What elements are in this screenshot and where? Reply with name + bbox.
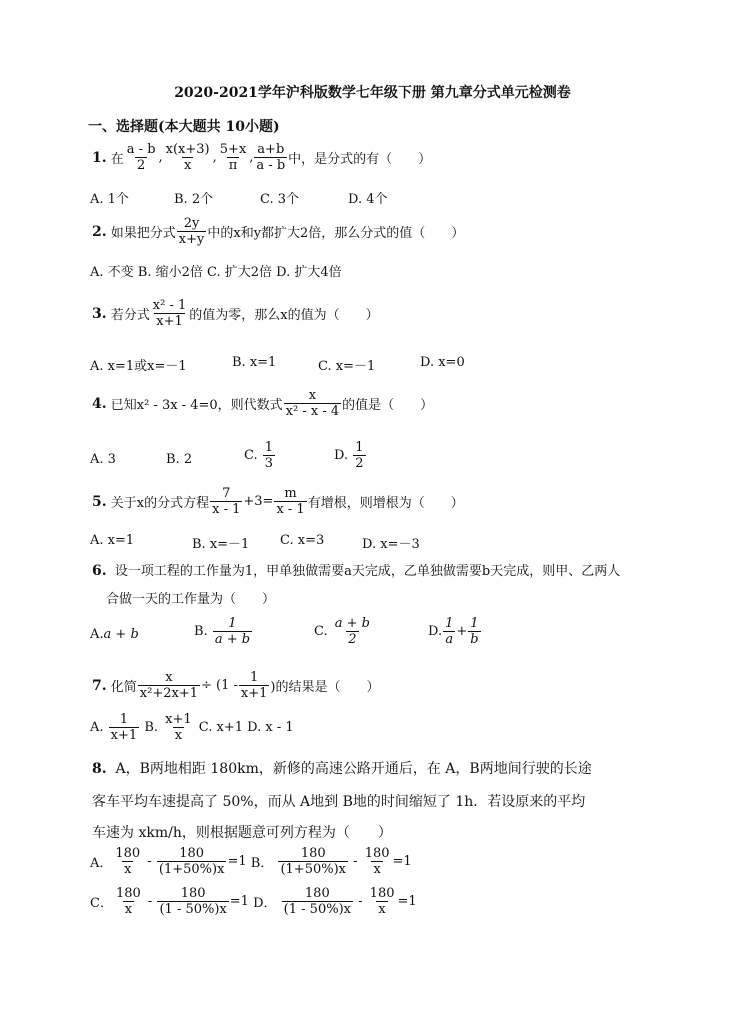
q5-option-b: B. x=－1 — [192, 537, 250, 552]
question-4 — [92, 388, 433, 419]
q4-suffix: 的值是（ ） — [342, 398, 434, 413]
q1-fraction-4: a+b a - b — [256, 142, 286, 173]
q3-option-d: D. x=0 — [420, 355, 465, 370]
q8-c-fraction-2: $\frac{180}{(1 - 50\%)x}$ — [159, 886, 227, 917]
q8-b-fraction-1: 180 (1+50%)x — [280, 846, 347, 877]
q8-option-d-label: D． — [253, 896, 277, 911]
q1-option-c: C. 3个 — [260, 192, 300, 207]
q3-option-b: B. x=1 — [232, 355, 277, 370]
q8-number: 8. — [92, 761, 107, 777]
q8-a-fraction-2: $\frac{180}{(1+50\%)x}$ — [158, 846, 225, 877]
q8-option-c-label: C． — [90, 896, 113, 911]
q8-d-fraction-2: $\frac{180}{x}$ — [369, 886, 395, 917]
q7-fraction-2: 1 x+1 — [240, 670, 268, 701]
question-7 — [92, 670, 379, 701]
question-8 — [92, 758, 592, 778]
q4-option-d: D. 1 2 — [334, 440, 364, 471]
q6-option-a: A. a + b — [90, 627, 139, 642]
q8-options-cd: C． 180 x - $\frac{180}{(1 - 50\%)x}$ =1 D． 180 (1 - 50%)x - $\frac{180}{x}$ =1 — [90, 886, 417, 917]
q4-option-c: C. 1 3 — [244, 440, 274, 471]
q7-prefix: 化简 — [110, 680, 137, 695]
q5-fraction-2: $\frac{m}{x - 1}$ — [276, 486, 305, 517]
q7-option-a-fraction: 1 x+1 — [110, 712, 138, 743]
q6-option-b-fraction: 1 a + b — [214, 616, 251, 647]
q6-option-c: C. a + b 2 — [314, 616, 370, 647]
q6-option-b: B. 1 a + b — [194, 616, 251, 647]
q7-options: A. 1 x+1 B. x+1 x C. x+1 D. x - 1 — [90, 712, 294, 743]
q6-option-d-fraction-2: $\frac{1}{b}$ — [470, 616, 479, 647]
q6-number: 6. — [92, 563, 107, 579]
q8-a-fraction-1: 180 x — [115, 846, 141, 877]
q8-d-fraction-1: 180 (1 - 50%)x — [283, 886, 351, 917]
q5-option-d: D. x=－3 — [362, 537, 420, 552]
q6-option-c-fraction: a + b 2 — [334, 616, 370, 647]
q8-line3: 车速为 xkm/h，则根据题意可列方程为（ ） — [92, 825, 392, 841]
q8-b-fraction-2: $\frac{180}{x}$ — [364, 846, 390, 877]
q5-option-a: A. x=1 — [90, 533, 135, 548]
q1-option-d: D. 4个 — [348, 192, 388, 207]
q4-number: 4. — [92, 395, 107, 412]
q3-fraction: x² - 1 x+1 — [152, 298, 187, 329]
q5-number: 5. — [92, 493, 107, 510]
q1-option-a: A. 1个 — [90, 192, 129, 207]
q7-fraction-1: $\frac{x}{\text{x²+2x+1}}$ — [139, 670, 198, 701]
q1-fraction-1: a - b 2 — [126, 142, 156, 173]
q3-prefix: 若分式 — [110, 308, 150, 323]
q8-options-ab: A． 180 x - $\frac{180}{(1+50\%)x}$ =1 B． 180 (1+50%)x - $\frac{180}{x}$ =1 — [90, 846, 412, 877]
q1-prefix: 在 — [110, 152, 124, 167]
q4-option-a: A. 3 — [90, 452, 116, 467]
q5-option-c: C. x=3 — [280, 533, 325, 548]
q5-fraction-1: 7 x - 1 — [212, 486, 241, 517]
q2-prefix: 如果把分式 — [110, 226, 176, 241]
q3-option-a: A. x=1或x=－1 — [90, 359, 187, 374]
question-2 — [92, 216, 464, 247]
q3-suffix: 的值为零，那么x的值为（ ） — [189, 308, 379, 323]
question-5 — [92, 486, 464, 517]
q1-number: 1. — [92, 149, 107, 166]
q2-fraction: 2y x+y — [178, 216, 205, 247]
q4-fraction: x x² - x - 4 — [285, 388, 340, 419]
q3-option-c: C. x=－1 — [318, 359, 376, 374]
q2-suffix: 中的x和y都扩大2倍，那么分式的值（ ） — [207, 226, 465, 241]
q6-option-d-fraction-1: 1 a — [445, 616, 454, 647]
question-3 — [92, 298, 379, 329]
q6-text-line2: 合做一天的工作量为（ ） — [106, 592, 276, 607]
q8-option-b-label: B． — [250, 856, 274, 871]
q8-option-a-label: A． — [90, 856, 113, 871]
q1-option-b: B. 2个 — [174, 192, 214, 207]
q8-line2: 客车平均车速提高了 50%，而从 A地到 B地的时间缩短了 1h．若设原来的平均 — [92, 794, 586, 810]
q4-option-b: B. 2 — [166, 452, 193, 467]
q8-c-fraction-1: 180 x — [115, 886, 141, 917]
q5-mid: +3= — [243, 494, 274, 509]
question-6 — [92, 560, 620, 579]
q4-option-c-fraction: 1 3 — [264, 440, 274, 471]
q7-option-b-fraction: x+1 x — [165, 712, 192, 743]
page-title: 2020-2021学年沪科版数学七年级下册 第九章分式单元检测卷 — [174, 85, 571, 101]
q8-line1: A，B两地相距 180km，新修的高速公路开通后，在 A，B两地间行驶的长途 — [115, 761, 592, 777]
q4-option-d-fraction: 1 2 — [355, 440, 364, 471]
q2-options: A. 不变 B. 缩小2倍 C. 扩大2倍 D. 扩大4倍 — [90, 265, 342, 280]
section-heading: 一、选择题(本大题共 10小题) — [88, 119, 280, 135]
q3-number: 3. — [92, 305, 107, 322]
q6-option-d: D. 1 a + $\frac{1}{b}$ — [428, 616, 479, 647]
q7-options-rest: C. x+1 D. x - 1 — [198, 720, 294, 735]
q1-suffix: 中，是分式的有（ ） — [288, 152, 432, 167]
q4-prefix: 已知x² - 3x - 4=0，则代数式 — [110, 398, 283, 413]
q5-prefix: 关于x的分式方程 — [110, 496, 210, 511]
q5-suffix: 有增根，则增根为（ ） — [307, 496, 464, 511]
q7-suffix: )的结果是（ ） — [270, 680, 380, 695]
q7-mid: ÷ (1 - — [200, 678, 238, 693]
q6-text-line1: 设一项工程的工作量为1，甲单独做需要a天完成，乙单独做需要b天完成，则甲、乙两人 — [114, 564, 621, 579]
q7-number: 7. — [92, 677, 107, 694]
q1-fraction-3: 5+x π — [219, 142, 247, 173]
question-1: 1. 在 a - b 2 , x(x+3) x , 5+x π , a+b a - b 中，是分式的有（ ） — [92, 142, 432, 173]
q2-number: 2. — [92, 223, 107, 240]
q1-fraction-2: x(x+3) x — [165, 142, 210, 173]
